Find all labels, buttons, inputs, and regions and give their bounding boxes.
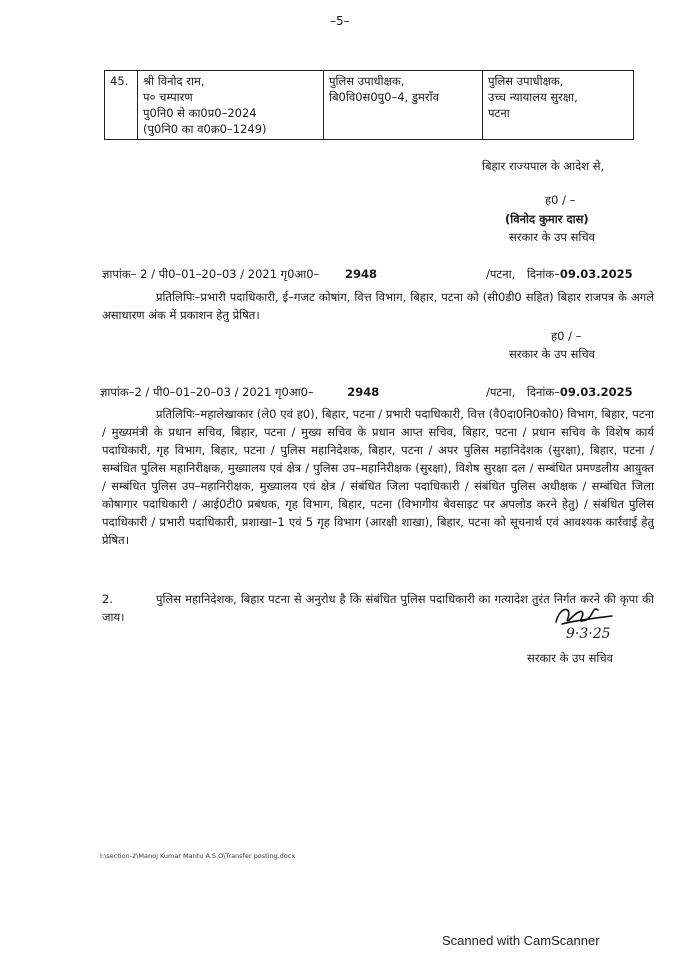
order-sign: ह0 / –: [545, 193, 576, 207]
memo2-place: /पटना,: [486, 385, 516, 399]
scanner-watermark: Scanned with CamScanner: [442, 933, 600, 948]
memo1-date-label: दिनांक–: [526, 267, 560, 281]
officer-designation: सरकार के उप सचिव: [509, 230, 596, 244]
cell-line: पु0नि0 से का0प्र0–2024: [143, 106, 257, 120]
order-line: बिहार राज्यपाल के आदेश से,: [482, 159, 605, 173]
officer-cell: [138, 71, 324, 140]
point2-number: 2.: [102, 592, 113, 606]
table-row: [105, 71, 634, 140]
transfer-table: [104, 70, 634, 140]
memo2-number: 2948: [347, 385, 380, 399]
memo1-date: 09.03.2025: [559, 267, 633, 281]
memo1-place-date: [486, 266, 633, 283]
memo2-place-date: [486, 384, 633, 401]
memo1-place: /पटना,: [486, 267, 516, 281]
memo2-ref: [100, 384, 379, 401]
cell-line: पुलिस उपाधीक्षक,: [488, 74, 564, 88]
page-number: –5–: [330, 14, 350, 28]
cell-line: पटना: [488, 106, 510, 120]
memo1-body-text: प्रतिलिपिः–प्रभारी पदाधिकारी, ई–गजट कोषांग, वित्त विभाग, बिहार, पटना को (सी0डी0 सहित) बिहार राजपत्र के अगले असाधारण अंक में प्रकाशन हेतु प्रेषित।: [102, 290, 654, 322]
memo1-ref-text: ज्ञापांक– 2 / पी0–01–20–03 / 2021 गृ0आ0–: [102, 267, 320, 281]
memo1-designation: सरकार के उप सचिव: [509, 347, 596, 361]
memo1-body: [102, 288, 654, 324]
current-post-cell: [324, 71, 483, 140]
memo1-number: 2948: [344, 267, 377, 281]
posted-to-cell: [483, 71, 634, 140]
cell-line: श्री विनोद राम,: [143, 74, 205, 88]
memo2-date: 09.03.2025: [559, 385, 633, 399]
memo2-date-label: दिनांक–: [526, 385, 560, 399]
footer-file-path: I:\section-2\Manoj Kumar Mantu A.S.O\Transfer posting.docx: [100, 852, 296, 860]
point2-text: पुलिस महानिदेशक, बिहार पटना से अनुरोध है कि संबंधित पुलिस पदाधिकारी का गत्यादेश तुरंत निर्गत करने की कृपा की जाय।: [102, 592, 654, 624]
memo2-body-text: प्रतिलिपिः–महालेखाकार (ले0 एवं ह0), बिहार, पटना / प्रभारी पदाधिकारी, वित्त (वै0दा0नि0को0) विभाग, बिहार, पटना / मुख्यमंत्री के प्रधान सचिव, बिहार, पटना / मुख्य सचिव के प्रधान आप्त सचिव, बिहार, पटना / प्रधान सचिव के विशेष कार्य पदाधिकारी, गृह विभाग, बिहार, पटना / पुलिस महानिदेशक, बिहार, पटना / अपर पुलिस महानिदेशक (सुरक्षा), बिहार, पटना / सम्बंधित पुलिस महानिरीक्षक, मुख्यालय एवं क्षेत्र / पुलिस उप–महानिरीक्षक (सुरक्षा), विशेष सुरक्षा दल / सम्बंधित प्रमण्डलीय आयुक्त / सम्बंधित पुलिस उप–महानिरीक्षक, मुख्यालय एवं क्षेत्र / संबंधित जिला पदाधिकारी / संबंधित पुलिस अधीक्षक / सम्बंधित जिला कोषागार पदाधिकारी / आई0टी0 प्रबंधक, गृह विभाग, बिहार, पटना (विभागीय बेवसाइट पर अपलोड करने हेतु) / संबंधित पुलिस पदाधिकारी / प्रभारी पदाधिकारी, प्रशाखा–1 एवं 5 गृह विभाग (आरक्षी शाखा), बिहार, पटना को सूचनार्थ एवं आवश्यक कार्रवाई हेतु प्रेषित।: [102, 407, 654, 547]
officer-name: (विनोद कुमार दास): [505, 212, 589, 226]
memo2-body: [102, 405, 654, 549]
serial-cell: 45.: [105, 71, 138, 140]
memo1-sign: ह0 / –: [551, 329, 582, 343]
memo2-ref-text: ज्ञापांक–2 / पी0–01–20–03 / 2021 गृ0आ0–: [100, 385, 314, 399]
signature-date: 9·3·25: [566, 626, 611, 642]
cell-line: प० चम्पारण: [143, 90, 193, 104]
cell-line: बि0वि0स0पु0–4, डुमराँव: [329, 90, 439, 104]
memo2-designation: सरकार के उप सचिव: [527, 651, 614, 665]
cell-line: पुलिस उपाधीक्षक,: [329, 74, 405, 88]
memo1-ref: [102, 266, 377, 283]
cell-line: (पु0नि0 का व0क्र0–1249): [143, 122, 267, 136]
cell-line: उच्च न्यायालय सुरक्षा,: [488, 90, 578, 104]
